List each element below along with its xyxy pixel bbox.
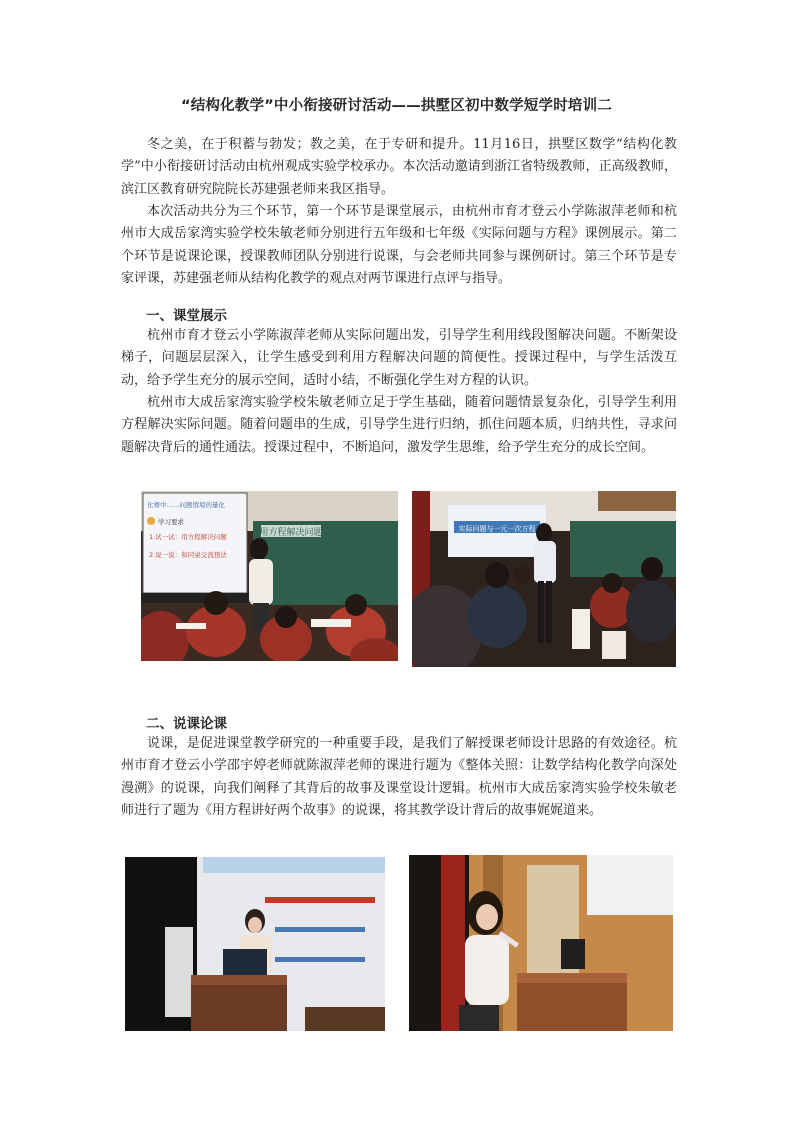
classroom-photo-1 <box>141 491 398 661</box>
lecture-photo-2 <box>409 855 673 1031</box>
screen-title: 比赛中……问题情境的量化 <box>147 501 225 509</box>
screen-item-2: 2.说一说：和同桌交流想法 <box>149 551 227 559</box>
section2-paragraph-1: 说课，是促进课堂教学研究的一种重要手段，是我们了解授课老师设计思路的有效途径。杭州市育才登云小学邵宇婷老师就陈淑萍老师的课进行题为《整体关照：让数学结构化教学向深处漫溯》的说课，向我们阐释了其背后的故事及课堂设计逻辑。杭州市大成岳家湾实验学校朱敏老师进行了题为《用方程讲好两个故事》的说课，将其教学设计背后的故事娓娓道来。 <box>121 736 677 819</box>
lecture-photo-1 <box>125 857 385 1031</box>
section1-paragraph-2: 杭州市大成岳家湾实验学校朱敏老师立足于学生基础，随着问题情景复杂化，引导学生利用方程解决实际问题。随着问题串的生成，引导学生进行归纳，抓住问题本质，归纳共性，寻求问题解决背后的通性通法。授课过程中，不断追问，激发学生思维，给予学生充分的成长空间。 <box>121 395 677 455</box>
section-heading-lesson-talk: 二、说课论课 <box>146 716 227 732</box>
section1-paragraph-1: 杭州市育才登云小学陈淑萍老师从实际问题出发，引导学生利用线段图解决问题。不断架设梯子，问题层层深入，让学生感受到利用方程解决问题的简便性。授课过程中，与学生活泼互动，给予学生充分的展示空间，适时小结，不断强化学生对方程的认识。 <box>121 328 677 388</box>
intro-paragraph-2: 本次活动共分为三个环节，第一个环节是课堂展示，由杭州市育才登云小学陈淑萍老师和杭州市大成岳家湾实验学校朱敏老师分别进行五年级和七年级《实际问题与方程》课例展示。第二个环节是说课论课，授课教师团队分别进行说课，与会老师共同参与课例研讨。第三个环节是专家评课，苏建强老师从结构化教学的观点对两节课进行点评与指导。 <box>121 204 677 287</box>
screen-item-1: 1.试一试：用方程解决问题 <box>149 533 227 541</box>
screen-subtitle: 学习要求 <box>158 518 184 526</box>
page-title: “结构化教学”中小衔接研讨活动——拱墅区初中数学短学时培训二 <box>180 98 613 114</box>
section-heading-classroom: 一、课堂展示 <box>146 308 227 324</box>
blackboard-title: 用方程解决问题 <box>259 528 323 538</box>
intro-paragraph-1: 冬之美，在于积蓄与勃发；教之美，在于专研和提升。11月16日，拱墅区数学“结构化教学”中小衔接研讨活动由杭州观成实验学校承办。本次活动邀请到浙江省特级教师，正高级教师，滨江区教育研究院院长苏建强老师来我区指导。 <box>121 137 677 197</box>
screen-text: 实际问题与一元一次方程 <box>458 525 536 533</box>
classroom-photo-2 <box>412 491 676 667</box>
